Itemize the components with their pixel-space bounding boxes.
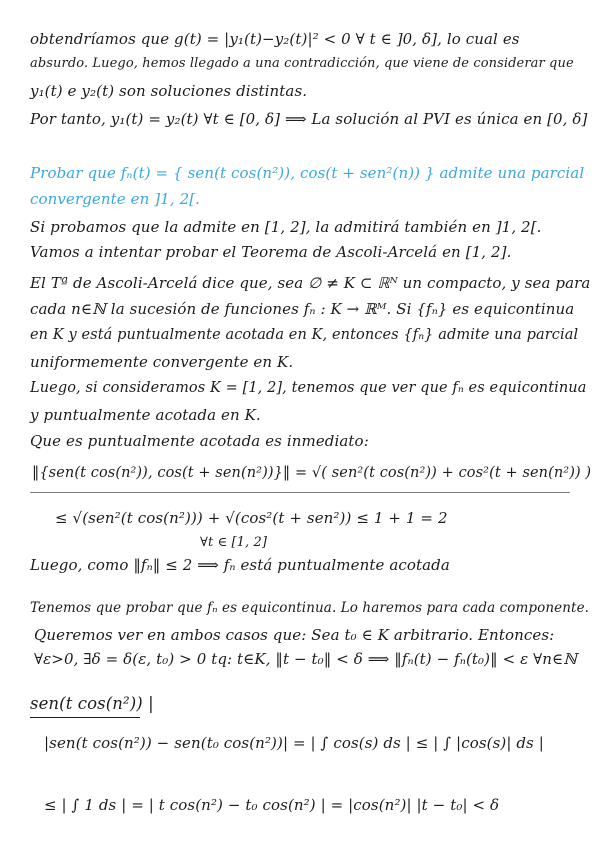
final-bound-formula: ≤ | ∫ 1 ds | = | t cos(n²) − t₀ cos(n²) | = |cos(n²)| |t − t₀| < δ xyxy=(44,796,500,814)
norm-bound-formula: ‖{sen(t cos(n²)), cos(t + sen(n²))}‖ = √( sen²(t cos(n²)) + cos²(t + sen(n²)) ) xyxy=(32,465,592,481)
exercise-statement-line-1: Probar que fₙ(t) = { sen(t cos(n²)), cos(t + sen²(n)) } admite una parcial xyxy=(30,164,585,182)
text-line-3: y₁(t) e y₂(t) son soluciones distintas. xyxy=(30,82,308,100)
text-line-10: cada n∈ℕ la sucesión de funciones fₙ : K → ℝᴹ. Si {fₙ} es equicontinua xyxy=(30,300,575,318)
text-line-2: absurdo. Luego, hemos llegado a una contradicción, que viene de considerar que xyxy=(30,56,574,71)
exercise-statement-line-2: convergente en ]1, 2[. xyxy=(30,190,201,208)
component-heading: sen(t cos(n²)) | xyxy=(30,694,154,713)
text-line-1: obtendríamos que g(t) = |y₁(t)−y₂(t)|² < 0 ∀ t ∈ ]0, δ], lo cual es xyxy=(30,30,520,48)
text-line-19: Luego, como ‖fₙ‖ ≤ 2 ⟹ fₙ está puntualmente acotada xyxy=(30,556,450,574)
text-line-13: Luego, si consideramos K = [1, 2], tenemos que ver que fₙ es equicontinua xyxy=(30,380,587,396)
text-line-9: El Tª de Ascoli-Arcelá dice que, sea ∅ ≠ K ⊂ ℝᴺ un compacto, y sea para xyxy=(30,274,591,292)
text-line-15: Que es puntualmente acotada es inmediato: xyxy=(30,432,369,450)
text-line-21: Queremos ver en ambos casos que: Sea t₀ ∈ K arbitrario. Entonces: xyxy=(34,626,555,644)
text-line-20: Tenemos que probar que fₙ es equicontinua. Lo haremos para cada componente. xyxy=(30,600,590,616)
mean-value-integral-formula: |sen(t cos(n²)) − sen(t₀ cos(n²))| = | ∫ cos(s) ds | ≤ | ∫ |cos(s)| ds | xyxy=(44,734,544,752)
triangle-inequality-formula: ≤ √(sen²(t cos(n²))) + √(cos²(t + sen²)) ≤ 1 + 1 = 2 xyxy=(55,509,448,527)
text-line-14: y puntualmente acotada en K. xyxy=(30,406,261,424)
text-line-4: Por tanto, y₁(t) = y₂(t) ∀t ∈ [0, δ] ⟹ La solución al PVI es única en [0, δ] xyxy=(30,110,588,128)
text-line-8: Vamos a intentar probar el Teorema de Ascoli-Arcelá en [1, 2]. xyxy=(30,243,512,261)
formula-divider xyxy=(30,492,570,493)
text-line-11: en K y está puntualmente acotada en K, entonces {fₙ} admite una parcial xyxy=(30,327,579,343)
forall-t-note: ∀t ∈ [1, 2] xyxy=(200,535,268,550)
text-line-12: uniformemente convergente en K. xyxy=(30,353,294,371)
equicontinuity-definition: ∀ε>0, ∃δ = δ(ε, t₀) > 0 tq: t∈K, ‖t − t₀‖ < δ ⟹ ‖fₙ(t) − fₙ(t₀)‖ < ε ∀n∈ℕ xyxy=(34,650,578,668)
component-heading-underline xyxy=(30,717,140,718)
text-line-7: Si probamos que la admite en [1, 2], la admitirá también en ]1, 2[. xyxy=(30,218,542,236)
